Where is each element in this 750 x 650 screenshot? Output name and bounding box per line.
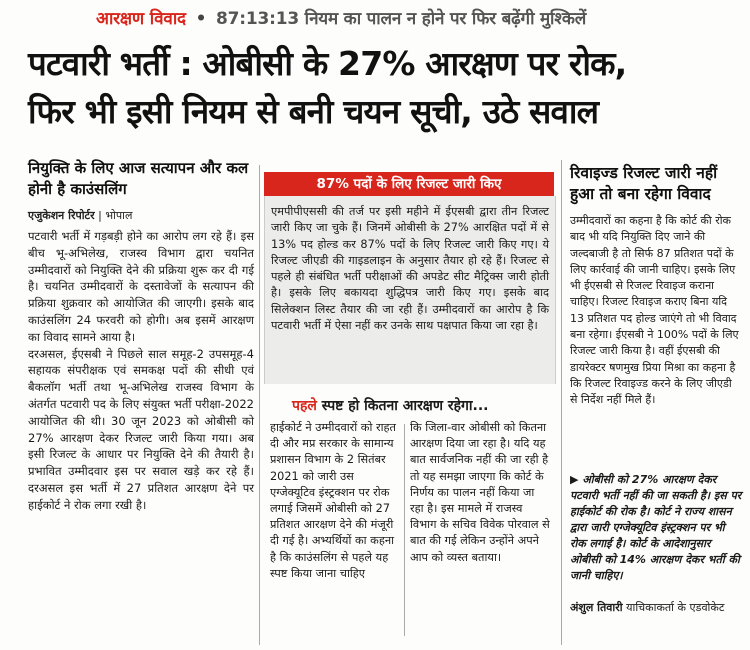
attribution-name: अंशुल तिवारी (570, 601, 623, 614)
section-2-title-highlight: पहले (292, 398, 317, 414)
headline-line-1: पटवारी भर्ती : ओबीसी के 27% आरक्षण पर रोक, (28, 44, 627, 83)
kicker (96, 6, 586, 29)
column-divider (259, 165, 260, 645)
column-divider (404, 424, 405, 636)
byline (28, 208, 132, 223)
kicker-text: 87:13:13 नियम का पालन न होने पर फिर बढ़ेंगी मुश्किलें (215, 9, 587, 29)
section-2-title-rest: स्पष्ट हो कितना आरक्षण रहेगा... (321, 398, 489, 414)
byline-reporter: एजुकेशन रिपोर्टर (28, 209, 95, 222)
kicker-tag: आरक्षण विवाद (96, 9, 186, 29)
sidebar-quote-text: ओबीसी को 27% आरक्षण देकर पटवारी भर्ती नहीं की जा सकती है। इस पर हाईकोर्ट की रोक है। कोर्ट ने राज्य शासन द्वारा जारी एग्जेक्यूटिव इंस्ट्रक्शन पर भी रोक लगाई है। कोर्ट के आदेशानुसार ओबीसी को 14% आरक्षण देकर भर्ती की जानी चाहिए। (570, 473, 742, 582)
box-text: एमपीपीएससी की तर्ज पर इसी महीने में ईएसबी द्वारा तीन रिजल्ट जारी किए जा चुके हैं। जिनमें ओबीसी के 27% आरक्षित पदों में से 13% पद होल्ड कर 87% पदों के लिए रिजल्ट जारी किए गए। ये रिजल्ट जीएडी की गाइडलाइन के अनुसार तैयार हो रहे हैं। रिजल्ट से पहले ही संबंधित भर्ती परीक्षाओं की अपडेट सीट मैट्रिक्स जारी होती है। इसके लिए बकायदा शुद्धिपत्र जारी किए गए। इसके बाद सिलेक्शन लिस्ट तैयार की जा रही हैं। उम्मीदवारों का आरोप है कि पटवारी भर्ती में ऐसा नहीं कर उनके साथ पक्षपात किया जा रहा है। (271, 205, 549, 333)
subheadline: नियुक्ति के लिए आज सत्यापन और कल होनी है काउंसलिंग (28, 159, 249, 198)
section-2-column-a: हाईकोर्ट ने उम्मीदवारों को राहत दी और मप्र सरकार के सामान्य प्रशासन विभाग के 2 सितंबर 2021 को जारी उस एग्जेक्यूटिव इंस्ट्रक्शन पर रोक लगाई जिसमें ओबीसी को 27 प्रतिशत आरक्षण देने की मंजूरी दी गई है। अभ्यर्थियों का कहना है कि काउंसलिंग से पहले यह स्पष्ट किया जाना चाहिए (270, 421, 396, 580)
byline-separator: | (94, 209, 106, 222)
sidebar-text: उम्मीदवारों का कहना है कि कोर्ट की रोक बाद भी यदि नियुक्ति दिए जाने की जल्दबाजी है तो सिर्फ 87 प्रतिशत पदों के लिए कार्रवाई की जानी चाहिए। इसके लिए भी ईएसबी से रिजल्ट रिवाइज कराना चाहिए। रिजल्ट रिवाइज कराए बिना यदि 13 प्रतिशत पद होल्ड जाएंगे तो भी विवाद बना रहेगा। ईएसबी ने 100% पदों के लिए रिजल्ट जारी किया है। वहीं ईएसबी की डायरेक्टर षणमुख प्रिया मिश्रा का कहना है कि रिजल्ट रिवाइज्ड करने के लिए जीएडी से निर्देश नहीं मिले हैं। (570, 214, 739, 407)
headline (28, 40, 748, 136)
kicker-bullet: • (195, 9, 207, 29)
attribution-role: याचिकाकर्ता के एडवोकेट (622, 601, 725, 614)
section-2-column-b: कि जिला-वार ओबीसी को कितना आरक्षण दिया जा रहा है। यदि यह बात सार्वजनिक नहीं की जा रही है तो यह समझा जाएगा कि कोर्ट के निर्णय का पालन नहीं किया जा रहा है। इस मामले में राजस्व विभाग के सचिव विवेक पोरवाल से बात की गई लेकिन उन्होंने अपने आप को व्यस्त बताया। (410, 421, 550, 564)
section-2-title (292, 396, 488, 415)
sidebar-quote (570, 472, 742, 584)
sidebar-title: रिवाइज्ड रिजल्ट जारी नहीं हुआ तो बना रहेगा विवाद (570, 164, 718, 203)
column-1 (28, 228, 254, 514)
column-1-paragraph: दरअसल, ईएसबी ने पिछले साल समूह-2 उपसमूह-4 सहायक संपरीक्षक एवं समकक्ष पदों की सीधी एवं बैकलॉग भर्ती तथा भू-अभिलेख राजस्व विभाग के अंतर्गत पटवारी पद के लिए संयुक्त भर्ती परीक्षा-2022 आयोजित की थी। 30 जून 2023 को ओबीसी को 27% आरक्षण देकर रिजल्ट जारी किया गया। अब इसी रिजल्ट के आधार पर नियुक्ति देने की तैयारी है। प्रभावित उम्मीदवार इस पर सवाल खड़े कर रहे हैं। दरअसल इस भर्ती में 27 प्रतिशत आरक्षण देने पर हाईकोर्ट ने रोक लगा रखी है। (28, 346, 254, 512)
quote-marker-icon: ▶ (570, 473, 579, 486)
box-title: 87% पदों के लिए रिजल्ट जारी किए (264, 172, 554, 196)
sidebar-attribution (570, 600, 742, 615)
column-1-paragraph: पटवारी भर्ती में गड़बड़ी होने का आरोप लग रहे हैं। इस बीच भू-अभिलेख, राजस्व विभाग द्वारा चयनित उम्मीदवारों को नियुक्ति देने की प्रक्रिया शुरू कर दी गई है। चयनित उम्मीदवारों के दस्तावेजों के सत्यापन की प्रक्रिया शुक्रवार को आयोजित की जाएगी। इसके बाद काउंसलिंग 24 फरवरी को होगी। अब इसमें आरक्षण का विवाद सामने आया है। (28, 229, 254, 344)
headline-line-2: फिर भी इसी नियम से बनी चयन सूची, उठे सवाल (28, 92, 599, 131)
byline-city: भोपाल (105, 209, 133, 222)
column-divider (561, 160, 562, 645)
